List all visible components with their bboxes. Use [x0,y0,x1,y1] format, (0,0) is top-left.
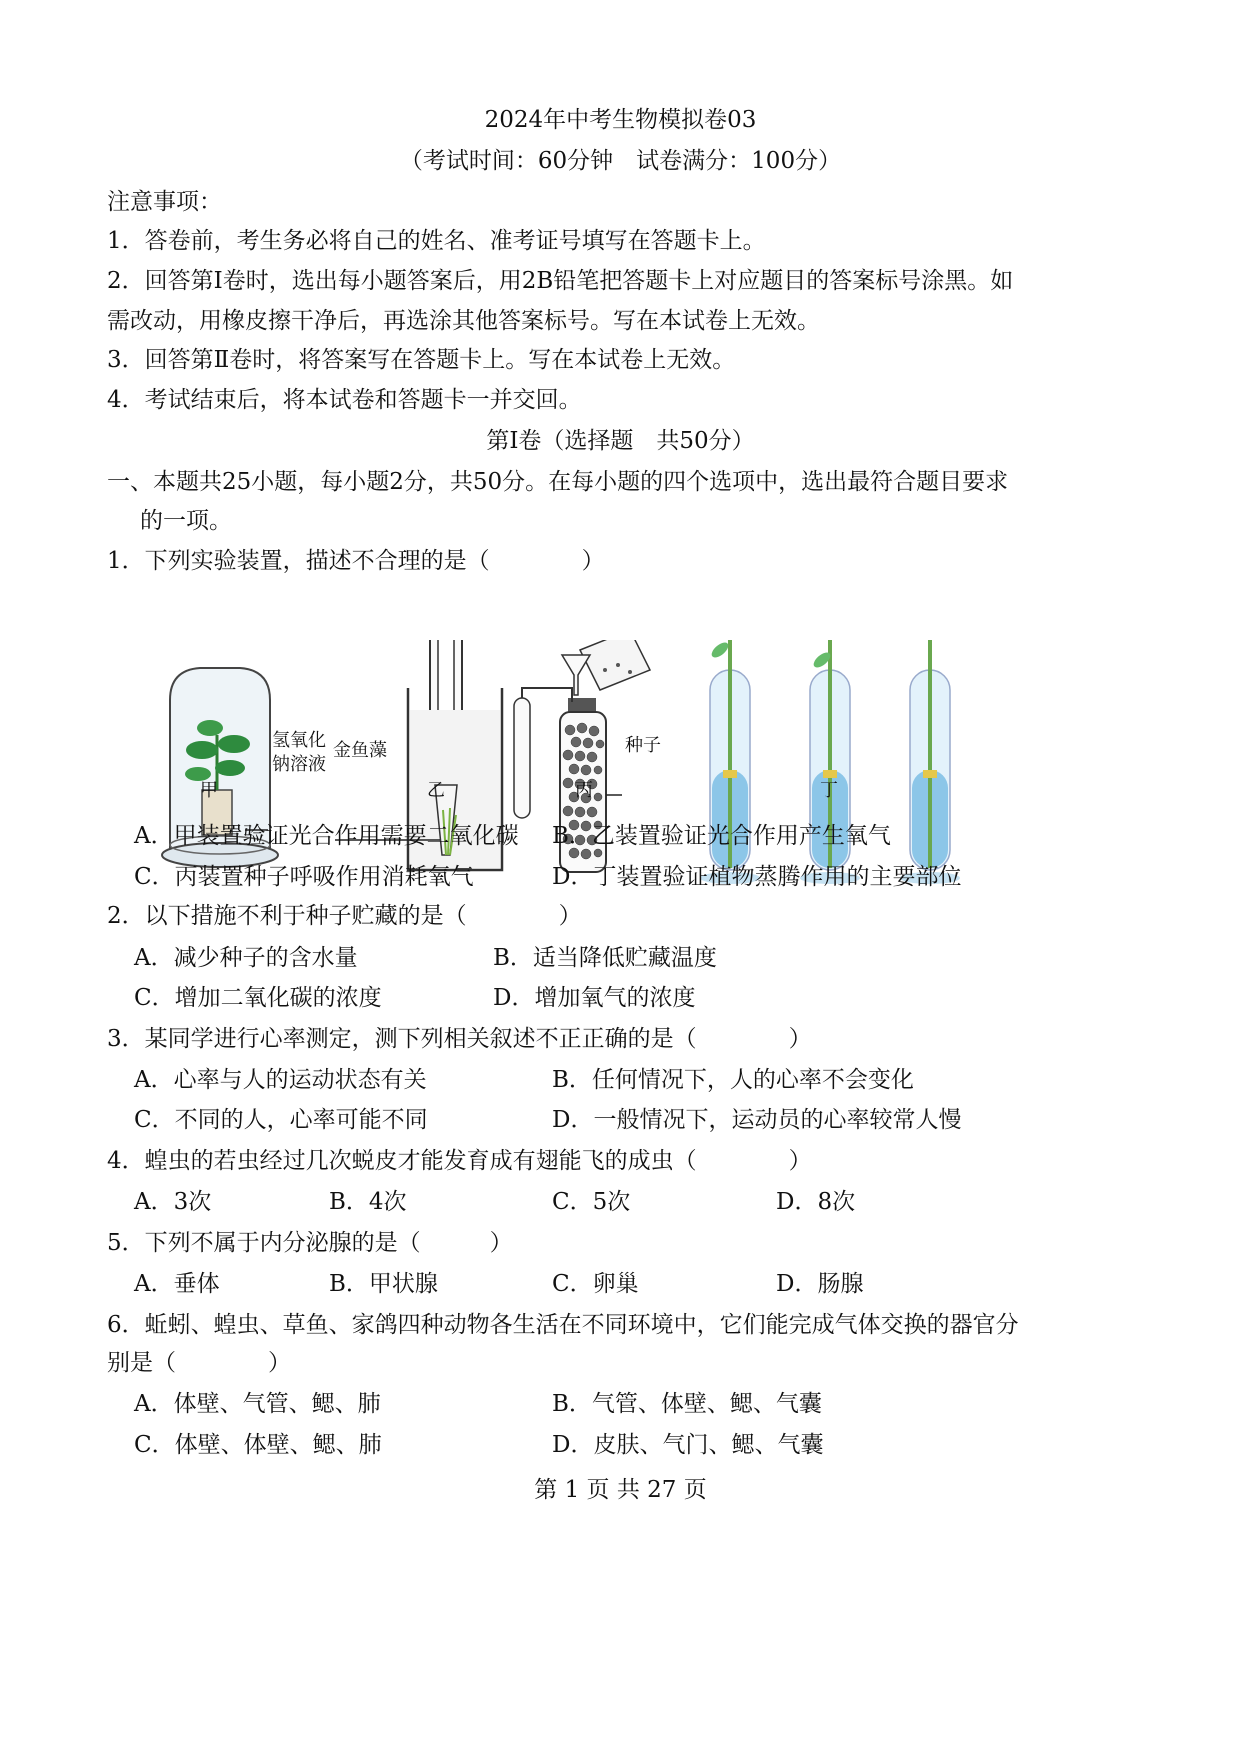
question-5-stem: 5．下列不属于内分泌腺的是（ ） [107,1230,513,1256]
question-4-option-a[interactable]: A．3次 [134,1189,212,1215]
section-intro: 一、本题共25小题，每小题2分，共50分。在每小题的四个选项中，选出最符合题目要求 [107,469,1009,495]
notice-item-1: 1．答卷前，考生务必将自己的姓名、准考证号填写在答题卡上。 [107,228,766,254]
question-3-option-b[interactable]: B．任何情况下，人的心率不会变化 [552,1067,914,1093]
question-5-option-b[interactable]: B．甲状腺 [329,1271,438,1297]
notice-item-2-cont: 需改动，用橡皮擦干净后，再选涂其他答案标号。写在本试卷上无效。 [107,308,820,334]
question-2-option-c[interactable]: C．增加二氧化碳的浓度 [134,985,382,1011]
question-6-option-a[interactable]: A．体壁、气管、鳃、肺 [134,1391,381,1417]
section-intro-cont: 的一项。 [140,508,232,534]
notice-heading: 注意事项： [107,189,222,215]
label-naoh-1: 氢氧化 [272,730,326,751]
question-5-option-a[interactable]: A．垂体 [134,1271,220,1297]
label-ding: 丁 [820,780,838,801]
page-title: 2024年中考生物模拟卷03 [484,107,757,133]
question-1-option-a[interactable]: A．甲装置验证光合作用需要二氧化碳 [134,823,519,849]
notice-item-4: 4．考试结束后，将本试卷和答题卡一并交回。 [107,387,582,413]
question-3-option-d[interactable]: D．一般情况下，运动员的心率较常人慢 [552,1107,962,1133]
exam-info: （考试时间：60分钟 试卷满分：100分） [399,148,842,174]
question-6-option-c[interactable]: C．体壁、体壁、鳃、肺 [134,1432,382,1458]
notice-item-3: 3．回答第Ⅱ卷时，将答案写在答题卡上。写在本试卷上无效。 [107,347,736,373]
question-2-option-b[interactable]: B．适当降低贮藏温度 [493,945,717,971]
question-3-option-a[interactable]: A．心率与人的运动状态有关 [134,1067,427,1093]
question-1-option-c[interactable]: C．丙装置种子呼吸作用消耗氧气 [134,864,474,890]
question-6-option-b[interactable]: B．气管、体壁、鳃、气囊 [552,1391,822,1417]
label-naoh-2: 钠溶液 [272,754,326,775]
question-2-option-d[interactable]: D．增加氧气的浓度 [493,985,696,1011]
question-6-option-d[interactable]: D．皮肤、气门、鳃、气囊 [552,1432,824,1458]
question-1-option-b[interactable]: B．乙装置验证光合作用产生氧气 [552,823,891,849]
label-jia: 甲 [200,780,218,801]
question-5-option-d[interactable]: D．肠腺 [776,1271,864,1297]
question-1-stem: 1．下列实验装置，描述不合理的是（ ） [107,548,605,574]
question-2-option-a[interactable]: A．减少种子的含水量 [134,945,358,971]
label-bing: 丙 [575,780,593,801]
page-number: 第 1 页 共 27 页 [534,1477,707,1503]
question-6-stem: 6．蚯蚓、蝗虫、草鱼、家鸽四种动物各生活在不同环境中，它们能完成气体交换的器官分 [107,1312,1019,1338]
question-1-option-d[interactable]: D．丁装置验证植物蒸腾作用的主要部位 [552,864,962,890]
question-3-option-c[interactable]: C．不同的人，心率可能不同 [134,1107,428,1133]
label-goldfish-weed: 金鱼藻 [333,740,387,761]
question-4-stem: 4．蝗虫的若虫经过几次蜕皮才能发育成有翅能飞的成虫（ ） [107,1148,812,1174]
experiment-figure [150,640,1090,900]
question-4-option-d[interactable]: D．8次 [776,1189,856,1215]
question-4-option-c[interactable]: C．5次 [552,1189,631,1215]
question-6-stem-cont: 别是（ ） [107,1350,291,1376]
question-3-stem: 3．某同学进行心率测定，测下列相关叙述不正正确的是（ ） [107,1026,812,1052]
section-title: 第Ⅰ卷（选择题 共50分） [486,428,755,454]
label-yi: 乙 [427,780,445,801]
question-5-option-c[interactable]: C．卵巢 [552,1271,639,1297]
question-2-stem: 2．以下措施不利于种子贮藏的是（ ） [107,903,582,929]
notice-item-2: 2．回答第Ⅰ卷时，选出每小题答案后，用2B铅笔把答题卡上对应题目的答案标号涂黑。如 [107,268,1014,294]
label-seeds: 种子 [625,735,661,756]
question-4-option-b[interactable]: B．4次 [329,1189,407,1215]
